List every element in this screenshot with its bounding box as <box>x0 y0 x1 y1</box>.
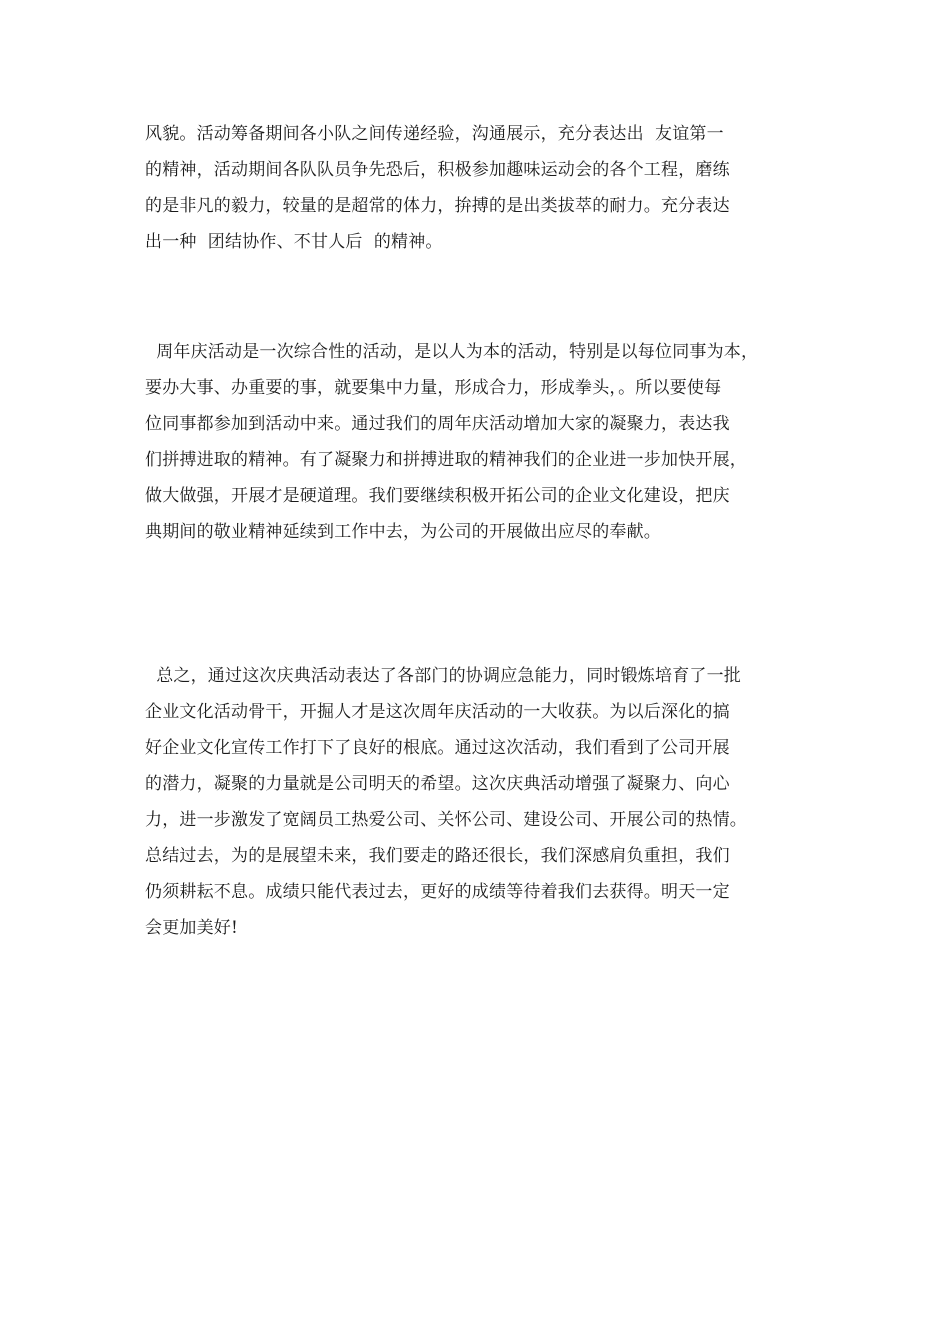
text-line: 做大做强，开展才是硬道理。我们要继续积极开拓公司的企业文化建设，把庆 <box>145 486 730 506</box>
text-line: 企业文化活动骨干，开掘人才是这次周年庆活动的一大收获。为以后深化的搞 <box>145 702 730 722</box>
text-line: 出一种 团结协作、不甘人后 的精神。 <box>145 232 443 252</box>
text-line: 总结过去，为的是展望未来，我们要走的路还很长，我们深感肩负重担，我们 <box>145 846 730 866</box>
text-line: 好企业文化宣传工作打下了良好的根底。通过这次活动，我们看到了公司开展 <box>145 738 730 758</box>
text-line: 的是非凡的毅力，较量的是超常的体力，拚搏的是出类拔萃的耐力。充分表达 <box>145 196 730 216</box>
paragraph-conclusion <box>145 658 845 946</box>
text-line: 会更加美好! <box>145 918 239 938</box>
text-line: 风貌。活动筹备期间各小队之间传递经验，沟通展示，充分表达出 友谊第一 <box>145 124 724 144</box>
paragraph-anniversary-activity <box>145 334 845 550</box>
text-line: 的精神，活动期间各队队员争先恐后，积极参加趣味运动会的各个工程，磨练 <box>145 160 730 180</box>
text-line: 要办大事、办重要的事，就要集中力量，形成合力，形成拳头，。所以要使每 <box>145 378 722 398</box>
text-line: 总之，通过这次庆典活动表达了各部门的协调应急能力，同时锻炼培育了一批 <box>145 666 742 686</box>
paragraph-team-spirit <box>145 116 845 260</box>
text-line: 位同事都参加到活动中来。通过我们的周年庆活动增加大家的凝聚力，表达我 <box>145 414 730 434</box>
text-line: 力，进一步激发了宽阔员工热爱公司、关怀公司、建设公司、开展公司的热情。 <box>145 810 747 830</box>
text-line: 的潜力，凝聚的力量就是公司明天的希望。这次庆典活动增强了凝聚力、向心 <box>145 774 730 794</box>
text-line: 周年庆活动是一次综合性的活动，是以人为本的活动，特别是以每位同事为本， <box>145 342 759 362</box>
text-line: 仍须耕耘不息。成绩只能代表过去，更好的成绩等待着我们去获得。明天一定 <box>145 882 730 902</box>
text-line: 典期间的敬业精神延续到工作中去，为公司的开展做出应尽的奉献。 <box>145 522 661 542</box>
text-line: 们拼搏进取的精神。有了凝聚力和拼搏进取的精神我们的企业进一步加快开展， <box>145 450 747 470</box>
